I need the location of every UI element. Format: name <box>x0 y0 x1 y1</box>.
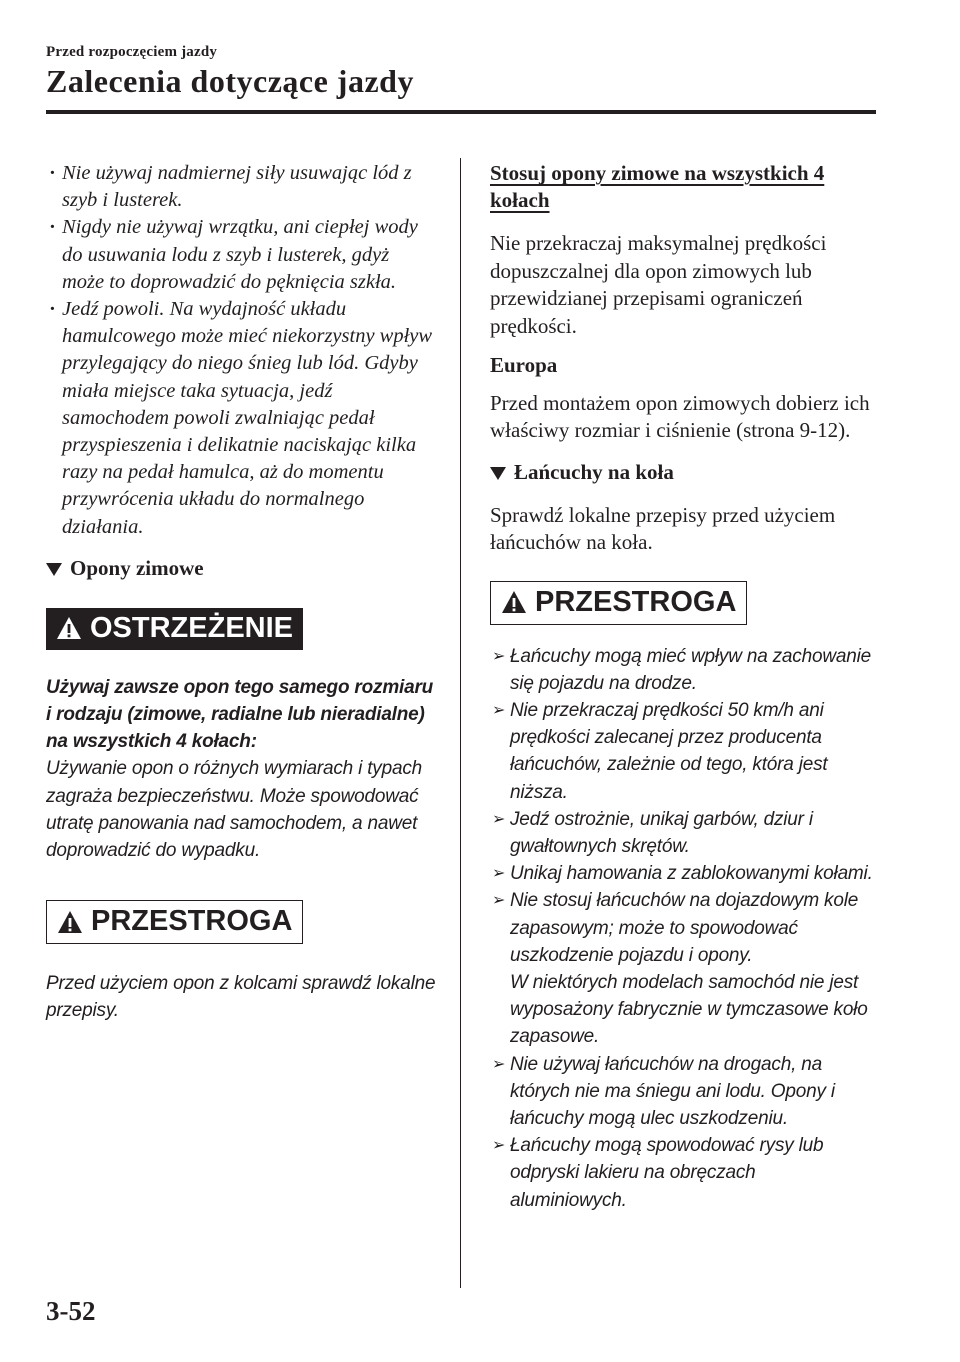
warning-icon <box>57 910 83 934</box>
chains-caution-list <box>490 643 875 1214</box>
chains-paragraph: Sprawdź lokalne przepisy przed użyciem łańcuchów na koła. <box>490 502 836 554</box>
winter-tires-heading: Opony zimowe <box>46 555 436 582</box>
list-item: ➢ Nie stosuj łańcuchów na dojazdowym kole zapasowym; może to spowodować uszkodzenie pojazdu i opony. W niektórych modelach samochód nie jest wyposażony fabrycznie w tymczasowe koło zapasowe. <box>490 887 875 1050</box>
list-item: ➢ Łańcuchy mogą mieć wpływ na zachowanie się pojazdu na drodze. <box>492 645 871 694</box>
warning-badge: OSTRZEŻENIE <box>46 608 303 650</box>
list-item: · Jedź powoli. Na wydajność układu hamulcowego może mieć niekorzystny wpływ przylegający do niego śnieg lub lód. Gdyby miała miejsce taka sytuacja, jedź samochodem powoli zwalniając pedał przyspieszenia i delikatnie naciskając kilka razy na pedał hamulca, aż do momentu przywrócenia układu do normalnego działania. <box>49 298 433 538</box>
list-item: ➢ Nie używaj łańcuchów na drogach, na których nie ma śniegu ani lodu. Opony i łańcuchy mogą ulec uszkodzeniu. <box>492 1053 835 1129</box>
ice-tips-list <box>46 160 436 541</box>
caution-badge: PRZESTROGA <box>46 900 303 944</box>
speed-paragraph: Nie przekraczaj maksymalnej prędkości dopuszczalnej dla opon zimowych lub przewidzianej przepisami ograniczeń prędkości. <box>490 231 827 338</box>
column-divider <box>460 158 461 1288</box>
left-column <box>46 160 436 1025</box>
right-column <box>490 160 875 1214</box>
list-item: · Nigdy nie używaj wrzątku, ani ciepłej wody do usuwania lodu z szyb i lusterek, gdyż może to doprowadzić do pęknięcia szkła. <box>49 216 418 293</box>
caution-badge: PRZESTROGA <box>490 581 747 625</box>
section-header: Przed rozpoczęciem jazdy <box>46 44 218 60</box>
chains-heading: Łańcuchy na koła <box>490 459 875 486</box>
list-item: ➢ Unikaj hamowania z zablokowanymi kołami. <box>492 863 873 885</box>
list-item: ➢ Łańcuchy mogą spowodować rysy lub odpryski lakieru na obręczach aluminiowych. <box>492 1135 824 1211</box>
triangle-down-icon <box>490 467 506 480</box>
warning-icon <box>56 616 82 640</box>
triangle-down-icon <box>46 563 62 576</box>
list-item: · Nie używaj nadmiernej siły usuwając lód z szyb i lusterek. <box>49 162 412 212</box>
warning-bold-text: Używaj zawsze opon tego samego rozmiaru i rodzaju (zimowe, radialne lub nieradialne) na wszystkich 4 kołach: <box>46 676 434 753</box>
page-number: 3-52 <box>46 1296 96 1326</box>
europe-label: Europa <box>490 353 558 377</box>
europe-paragraph: Przed montażem opon zimowych dobierz ich właściwy rozmiar i ciśnienie (strona 9-12). <box>490 390 870 442</box>
spare-wheel-note: W niektórych modelach samochód nie jest wyposażony fabrycznie w tymczasowe koło zapasowe. <box>510 971 868 1048</box>
list-item: ➢ Jedź ostrożnie, unikaj garbów, dziur i gwałtownych skrętów. <box>492 808 813 857</box>
warning-text: Używanie opon o różnych wymiarach i typach zagraża bezpieczeństwu. Może spowodować utratę panowania nad samochodem, a nawet doprowadzić do wypadku. <box>46 758 422 862</box>
snow-tires-heading: Stosuj opony zimowe na wszystkich 4 kołach <box>490 161 825 212</box>
warning-icon <box>501 590 527 614</box>
header-rule <box>46 110 876 114</box>
list-item: ➢ Nie przekraczaj prędkości 50 km/h ani prędkości zalecanej przez producenta łańcuchów, zależnie od tego, która jest niższa. <box>492 699 828 803</box>
page-title: Zalecenia dotyczące jazdy <box>46 63 414 99</box>
caution-text: Przed użyciem opon z kolcami sprawdź lokalne przepisy. <box>46 973 436 1022</box>
